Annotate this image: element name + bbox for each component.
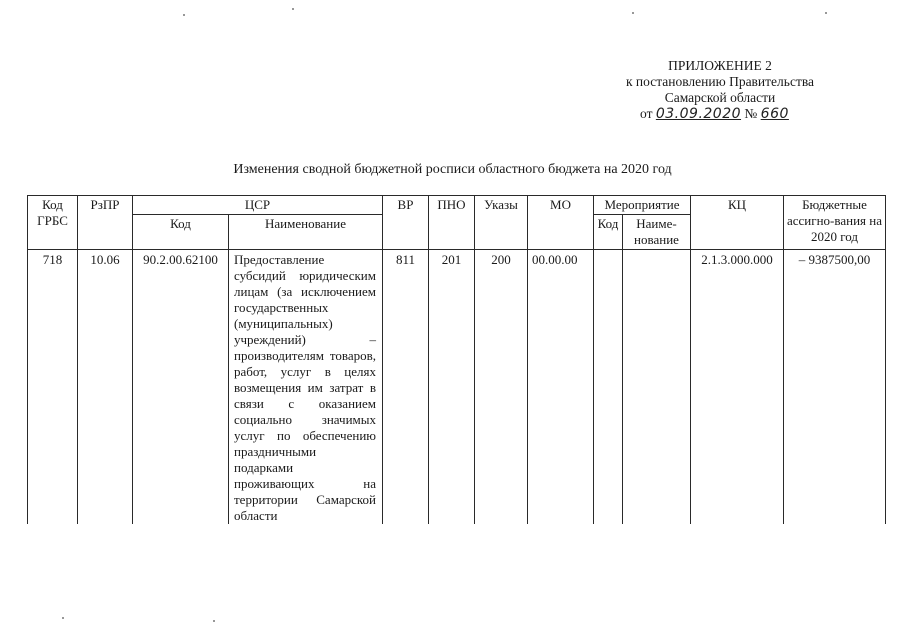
header-ukazy: Указы — [475, 196, 528, 250]
scan-speck — [825, 12, 827, 14]
scan-speck — [632, 12, 634, 14]
header-rzpr: РзПР — [78, 196, 133, 250]
header-allocations: Бюджетные ассигно-вания на 2020 год — [784, 196, 886, 250]
appendix-date-line — [590, 106, 850, 122]
header-row-1 — [28, 196, 886, 215]
scan-speck — [62, 617, 64, 619]
cell-rzpr: 10.06 — [78, 250, 133, 525]
handwritten-date: 03.09.2020 — [655, 106, 742, 122]
header-csr-code: Код — [133, 215, 229, 250]
cell-kc: 2.1.3.000.000 — [691, 250, 784, 525]
cell-csr-code: 90.2.00.62100 — [133, 250, 229, 525]
appendix-title: ПРИЛОЖЕНИЕ 2 — [668, 58, 772, 73]
header-csr: ЦСР — [133, 196, 383, 215]
header-event: Мероприятие — [594, 196, 691, 215]
cell-grbs: 718 — [28, 250, 78, 525]
header-event-code: Код — [594, 215, 623, 250]
appendix-line-2: Самарской области — [664, 90, 776, 105]
date-prefix: от — [640, 106, 653, 121]
budget-table — [27, 195, 886, 524]
header-vr: ВР — [383, 196, 429, 250]
cell-allocation: – 9387500,00 — [784, 250, 886, 525]
header-event-name: Наиме-нование — [623, 215, 691, 250]
header-kc: КЦ — [691, 196, 784, 250]
cell-event-name — [623, 250, 691, 525]
document-title: Изменения сводной бюджетной росписи областного бюджета на 2020 год — [233, 162, 672, 177]
table-row — [28, 250, 886, 525]
handwritten-number: 660 — [760, 106, 789, 122]
scan-speck — [183, 14, 185, 16]
scan-speck — [292, 8, 294, 10]
cell-event-code — [594, 250, 623, 525]
header-pno: ПНО — [429, 196, 475, 250]
cell-mo: 00.00.00 — [528, 250, 594, 525]
header-grbs: Код ГРБС — [28, 196, 78, 250]
cell-ukazy: 200 — [475, 250, 528, 525]
scan-speck — [213, 620, 215, 622]
cell-vr: 811 — [383, 250, 429, 525]
header-csr-name: Наименование — [229, 215, 383, 250]
number-prefix: № — [744, 106, 758, 121]
appendix-line-1: к постановлению Правительства — [625, 74, 815, 89]
appendix-header — [590, 58, 850, 122]
cell-csr-name: Предоставление субсидий юридическим лицам (за исключением государственных (муниципальных) учреждений) – производителям товаров, работ, услуг в целях возмещения им затрат в связи с оказанием социально значимых услуг по обеспечению праздничными подарками проживающих на территории Самарской области — [229, 250, 383, 525]
header-mo: МО — [528, 196, 594, 250]
cell-pno: 201 — [429, 250, 475, 525]
